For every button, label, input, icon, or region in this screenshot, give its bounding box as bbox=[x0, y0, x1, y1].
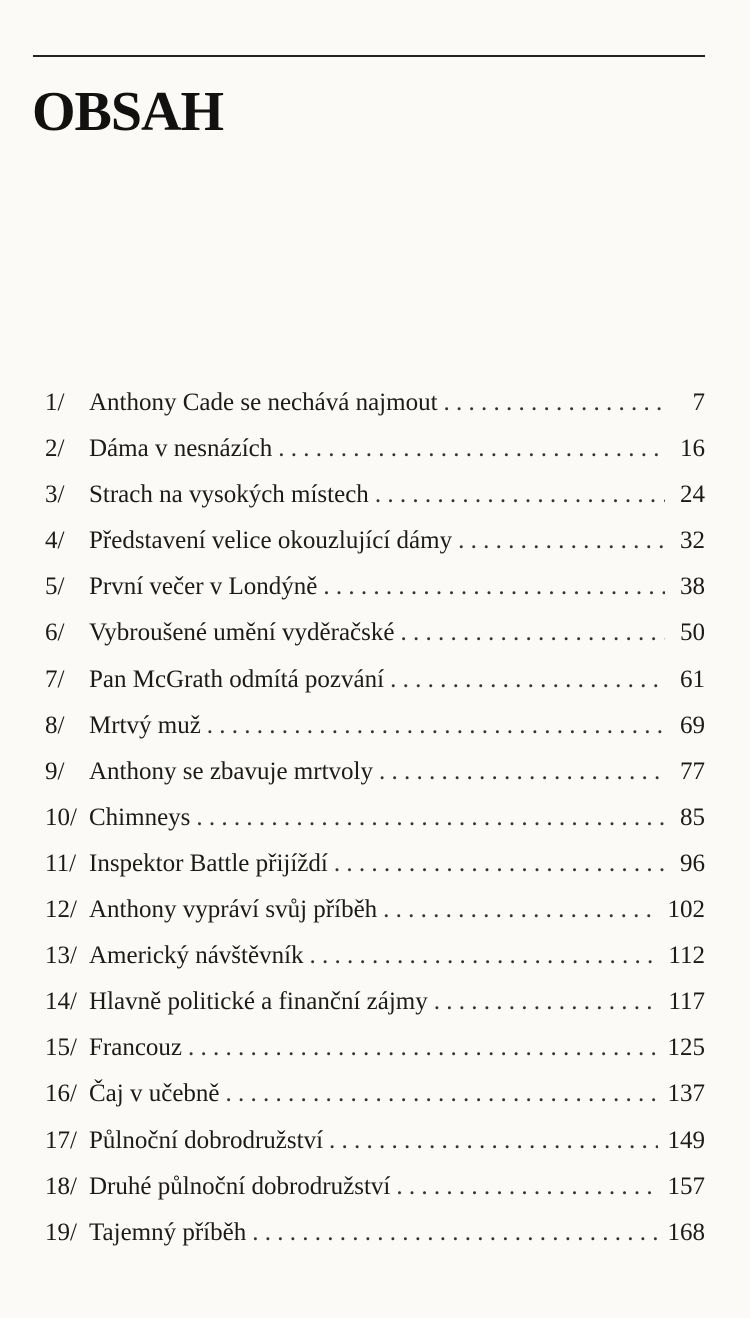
page-title: OBSAH bbox=[32, 81, 224, 143]
toc-entry-title: Anthony Cade se nechává najmout bbox=[89, 389, 438, 416]
toc-entry-page: 117 bbox=[668, 988, 705, 1016]
dot-leader bbox=[396, 1173, 657, 1201]
table-of-contents bbox=[45, 389, 705, 1265]
toc-entry-number: 17/ bbox=[45, 1126, 77, 1154]
toc-entry-page: 137 bbox=[667, 1080, 705, 1108]
toc-entry-title: Vybroušené umění vyděračské bbox=[89, 619, 395, 647]
toc-entry-title: Anthony se zbavuje mrtvoly bbox=[89, 757, 373, 785]
toc-entry bbox=[45, 942, 705, 988]
dot-leader bbox=[310, 942, 659, 970]
toc-entry-number: 14/ bbox=[45, 988, 77, 1016]
toc-entry-page: 168 bbox=[667, 1218, 705, 1246]
toc-entry-title: Chimneys bbox=[89, 803, 191, 831]
toc-entry-page: 149 bbox=[667, 1126, 705, 1154]
toc-entry-number: 15/ bbox=[45, 1034, 77, 1062]
toc-entry-page: 24 bbox=[680, 481, 705, 509]
toc-entry-page: 32 bbox=[680, 527, 705, 555]
dot-leader bbox=[278, 435, 665, 463]
toc-entry-page: 96 bbox=[680, 849, 705, 877]
toc-entry-number: 2/ bbox=[45, 435, 65, 463]
toc-entry-title: Tajemný příběh bbox=[89, 1218, 247, 1246]
toc-entry bbox=[45, 758, 705, 804]
toc-entry bbox=[45, 1080, 705, 1126]
toc-entry bbox=[45, 712, 705, 758]
toc-entry-number: 6/ bbox=[45, 619, 65, 647]
toc-entry-number: 3/ bbox=[45, 481, 65, 509]
toc-entry-title: Druhé půlnoční dobrodružství bbox=[89, 1172, 391, 1200]
toc-entry-title: Pan McGrath odmítá pozvání bbox=[89, 665, 385, 693]
toc-entry-page: 61 bbox=[680, 665, 705, 693]
toc-entry-title: Představení velice okouzlující dámy bbox=[89, 527, 453, 555]
toc-entry bbox=[45, 988, 705, 1034]
toc-entry bbox=[45, 1219, 705, 1265]
toc-entry-title: První večer v Londýně bbox=[89, 573, 318, 601]
toc-entry bbox=[45, 896, 705, 942]
toc-entry-page: 7 bbox=[692, 389, 705, 416]
dot-leader bbox=[188, 1034, 657, 1062]
toc-entry-number: 5/ bbox=[45, 573, 65, 601]
toc-entry-page: 50 bbox=[680, 619, 705, 647]
top-rule bbox=[33, 55, 705, 57]
toc-entry-page: 16 bbox=[680, 435, 705, 463]
toc-entry-title: Strach na vysokých místech bbox=[89, 481, 369, 509]
toc-entry bbox=[45, 481, 705, 527]
dot-leader bbox=[334, 850, 665, 878]
toc-entry bbox=[45, 573, 705, 619]
toc-entry bbox=[45, 1034, 705, 1080]
toc-entry-title: Čaj v učebně bbox=[89, 1080, 220, 1108]
toc-entry-page: 77 bbox=[680, 757, 705, 785]
dot-leader bbox=[196, 804, 665, 832]
toc-entry-number: 8/ bbox=[45, 711, 65, 739]
toc-entry-number: 9/ bbox=[45, 757, 65, 785]
toc-entry-number: 11/ bbox=[45, 849, 77, 877]
toc-entry-title: Mrtvý muž bbox=[89, 711, 201, 739]
toc-entry bbox=[45, 666, 705, 712]
toc-entry-title: Anthony vypráví svůj příběh bbox=[89, 896, 378, 924]
dot-leader bbox=[207, 712, 665, 740]
toc-entry-page: 38 bbox=[680, 573, 705, 601]
toc-entry-page: 102 bbox=[667, 896, 705, 924]
toc-entry bbox=[45, 804, 705, 850]
dot-leader bbox=[226, 1080, 658, 1108]
toc-entry bbox=[45, 1173, 705, 1219]
toc-entry-page: 157 bbox=[667, 1172, 705, 1200]
dot-leader bbox=[434, 988, 659, 1016]
toc-entry-page: 112 bbox=[668, 942, 705, 970]
dot-leader bbox=[375, 481, 665, 509]
toc-entry-number: 10/ bbox=[45, 803, 77, 831]
toc-entry bbox=[45, 389, 705, 435]
dot-leader bbox=[379, 758, 665, 786]
toc-entry-number: 16/ bbox=[45, 1080, 77, 1108]
toc-entry bbox=[45, 527, 705, 573]
toc-entry-number: 12/ bbox=[45, 896, 77, 924]
dot-leader bbox=[444, 389, 665, 417]
toc-entry-page: 69 bbox=[680, 711, 705, 739]
dot-leader bbox=[458, 527, 665, 555]
toc-entry-title: Francouz bbox=[89, 1034, 183, 1062]
toc-entry bbox=[45, 1127, 705, 1173]
dot-leader bbox=[390, 666, 665, 694]
dot-leader bbox=[329, 1127, 657, 1155]
toc-entry-number: 7/ bbox=[45, 665, 65, 693]
dot-leader bbox=[383, 896, 657, 924]
toc-entry bbox=[45, 850, 705, 896]
toc-entry bbox=[45, 619, 705, 665]
dot-leader bbox=[400, 619, 665, 647]
toc-entry bbox=[45, 435, 705, 481]
toc-entry-title: Hlavně politické a finanční zájmy bbox=[89, 988, 428, 1016]
dot-leader bbox=[323, 573, 665, 601]
dot-leader bbox=[252, 1219, 657, 1247]
toc-entry-title: Inspektor Battle přijíždí bbox=[89, 849, 328, 877]
toc-entry-page: 85 bbox=[680, 803, 705, 831]
toc-entry-number: 4/ bbox=[45, 527, 65, 555]
toc-entry-title: Dáma v nesnázích bbox=[89, 435, 273, 463]
toc-entry-title: Půlnoční dobrodružství bbox=[89, 1126, 324, 1154]
toc-entry-title: Americký návštěvník bbox=[89, 942, 304, 970]
toc-entry-number: 18/ bbox=[45, 1172, 77, 1200]
toc-entry-page: 125 bbox=[667, 1034, 705, 1062]
toc-entry-number: 19/ bbox=[45, 1218, 77, 1246]
toc-entry-number: 13/ bbox=[45, 942, 77, 970]
toc-entry-number: 1/ bbox=[45, 389, 65, 416]
